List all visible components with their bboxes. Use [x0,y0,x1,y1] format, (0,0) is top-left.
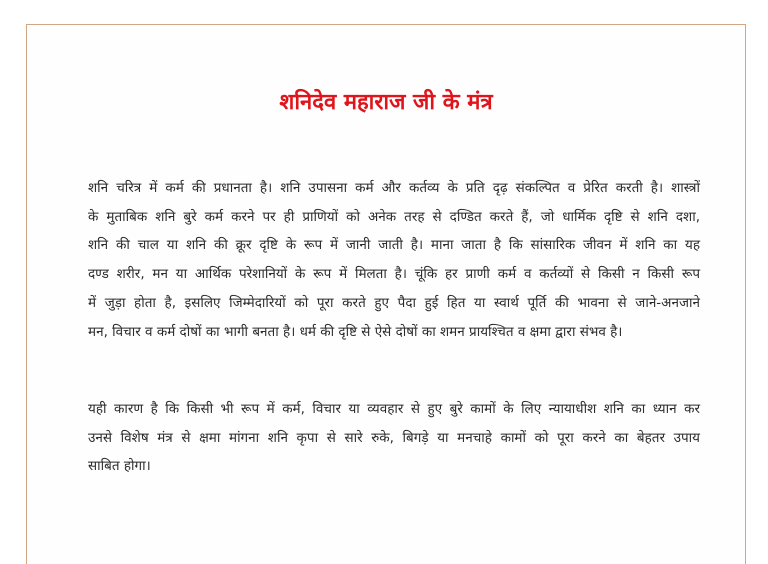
paragraph-line: यही कारण है कि किसी भी रूप में कर्म, विचार या व्यवहार से हुए बुरे कामों के लिए न्यायाधीश शनि का ध्यान कर [88,401,700,417]
paragraph-line: में जुड़ा होता है, इसलिए जिम्मेदारियों को पूरा करते हुए पैदा हुई हित या स्वार्थ पूर्ति की भावना से जाने-अनजाने [88,294,700,311]
paragraph-2 [88,395,700,481]
paragraph-line: शनि की चाल या शनि की क्रूर दृष्टि के रूप में जानी जाती है। माना जाता है कि सांसारिक जीवन में शनि का यह [88,237,700,254]
document-page [26,24,746,564]
paragraph-line: दण्ड शरीर, मन या आर्थिक परेशानियों के रूप में मिलता है। चूंकि हर प्राणी कर्म व कर्तव्यों से किसी न किसी रूप [88,266,700,283]
page-title: शनिदेव महाराज जी के मंत्र [279,90,493,115]
paragraph-line: मन, विचार व कर्म दोषों का भागी बनता है। धर्म की दृष्टि से ऐसे दोषों का शमन प्रायश्चित व क्षमा द्वारा संभव है। [88,323,623,340]
paragraph-line: उनसे विशेष मंत्र से क्षमा मांगना शनि कृपा से सारे रुके, बिगड़े या मनचाहे कामों को पूरा करने का बेहतर उपाय [88,429,700,446]
paragraph-1 [88,174,700,346]
paragraph-line: शनि चरित्र में कर्म की प्रधानता है। शनि उपासना कर्म और कर्तव्य के प्रति दृढ़ संकल्पित व प्रेरित करती है। शास्त्रों [88,180,700,196]
paragraph-line: के मुताबिक शनि बुरे कर्म करने पर ही प्राणियों को अनेक तरह से दण्डित करते हैं, जो धार्मिक दृष्टि से शनि दशा, [88,208,700,225]
paragraph-line: साबित होगा। [88,458,151,475]
